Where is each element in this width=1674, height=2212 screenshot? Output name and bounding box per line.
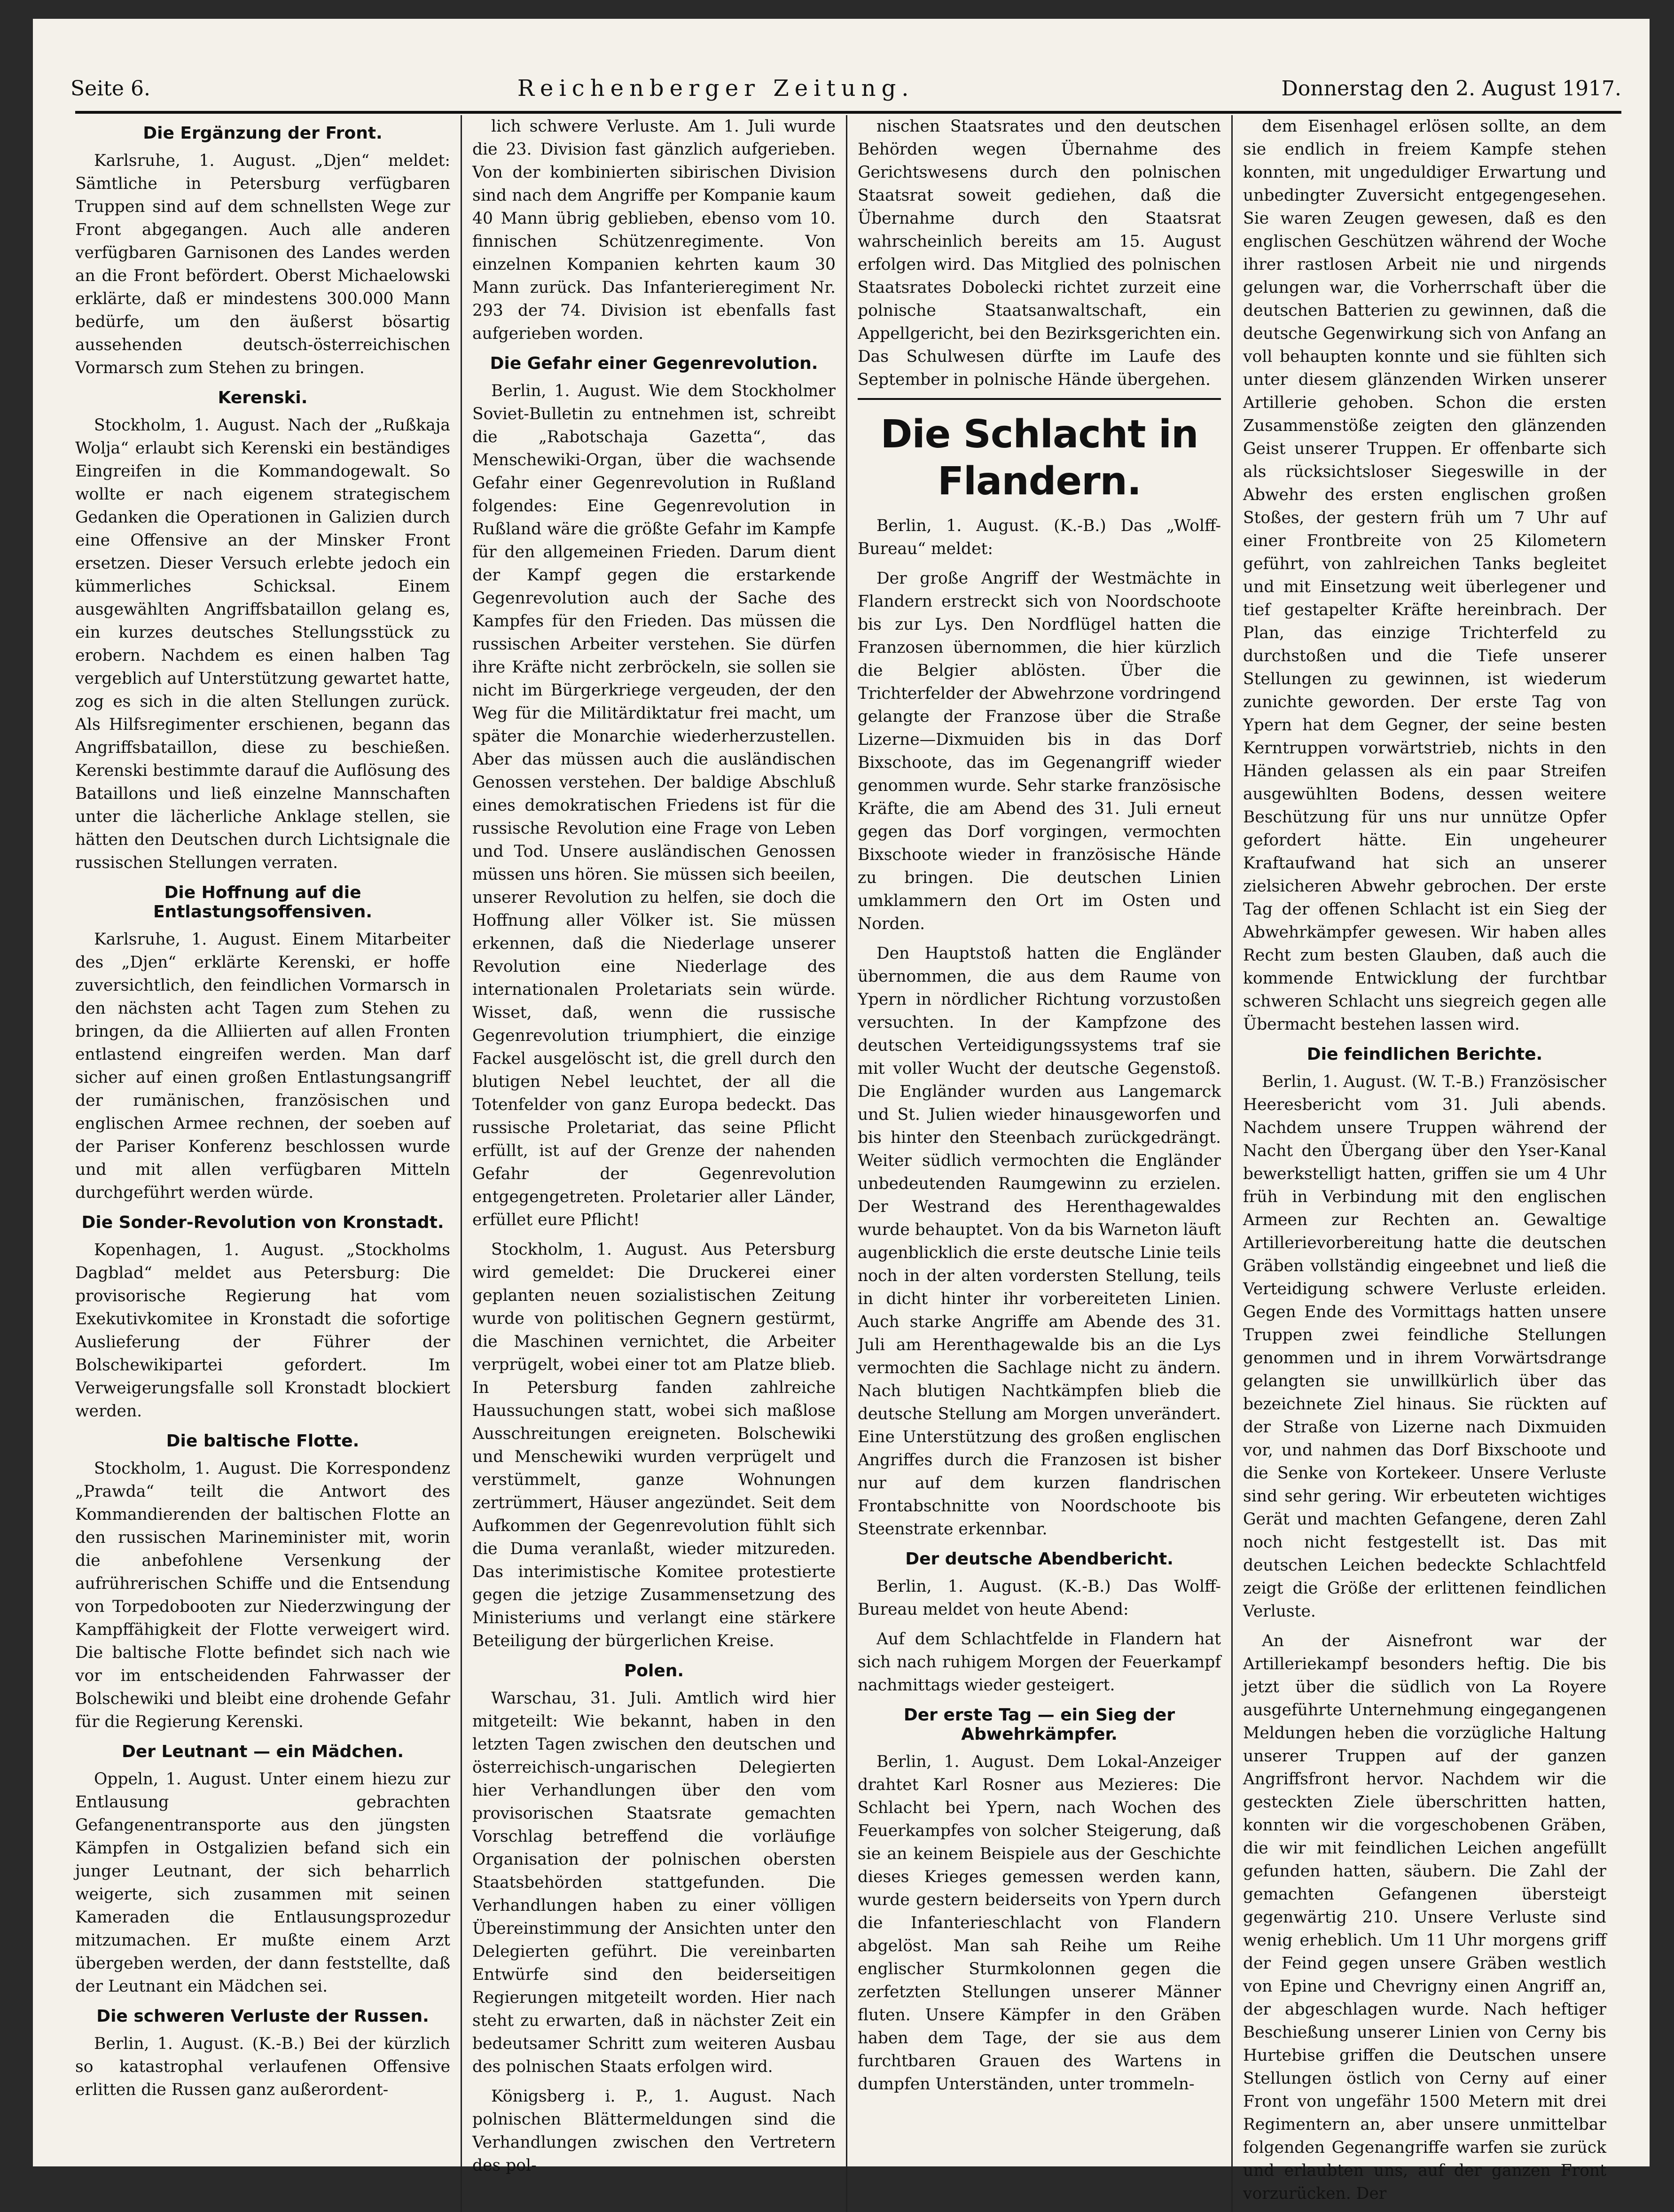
- article-paragraph: Stockholm, 1. August. Nach der „Rußkaja Wolja“ erlaubt sich Kerenski ein beständiges Eingreifen in die Kommandogewalt. So wollte er nach eigenem strategischem Gedanken die Operationen in Galizien durch eine Offensive an der Minsker Front ersetzen. Dieser Versuch erlebte jedoch ein kümmerliches Schicksal. Einem ausgewählten Angriffsbataillon gelang es, ein kurzes deutsches Stellungsstück zu erobern. Nachdem es einen halben Tag vergeblich auf Unterstützung gewartet hatte, zog es sich in die alten Stellungen zurück. Als Hilfsregimenter erschienen, begann das Angriffsbataillon, diese zu beschießen. Kerenski bestimmte darauf die Auflösung des Bataillons und ließ einzelne Mannschaften unter die lächerliche Anklage stellen, sie hätten den Deutschen durch Lichtsignale die russischen Stellungen verraten.: [75, 416, 450, 872]
- article-paragraph: Stockholm, 1. August. Die Korrespondenz „Prawda“ teilt die Antwort des Kommandierenden der baltischen Flotte an den russischen Marineminister mit, worin die anbefohlene Versenkung der aufrührerischen Schiffe und die Entsendung von Torpedobooten zur Niederzwingung der Kampffähigkeit der Flotte verweigert wird. Die baltische Flotte befindet sich nach wie vor im entscheidenden Fahrwasser der Bolschewiki und bleibt eine drohende Gefahr für die Regierung Kerenski.: [75, 1459, 450, 1731]
- article-paragraph: Karlsruhe, 1. August. Einem Mitarbeiter des „Djen“ erklärte Kerenski, er hoffe zuversichtlich, den feindlichen Vormarsch in den nächsten acht Tagen zum Stehen zu bringen, da die Alliierten auf allen Fronten entlastend eingreifen werden. Man darf sicher auf einen großen Entlastungsangriff der rumänischen, französischen und englischen Armee rechnen, der soeben auf der Pariser Konferenz beschlossen wurde und mit allen verfügbaren Mitteln durchgeführt werden würde.: [75, 930, 450, 1202]
- article-paragraph: Den Hauptstoß hatten die Engländer übernommen, die aus dem Raume von Ypern in nördlicher Richtung vorzustoßen versuchten. In der Kampfzone des deutschen Verteidigungssystems traf sie mit voller Wucht der deutsche Gegenstoß. Die Engländer wurden aus Langemarck und St. Julien wieder hinausgeworfen und bis hinter den Steenbach zurückgedrängt. Weiter südlich vermochten die Engländer unbedeutenden Raumgewinn zu erzielen. Der Westrand des Herenthagewaldes wurde behauptet. Von da bis Warneton läuft augenblicklich die erste deutsche Linie teils noch in der alten vordersten Stellung, teils in dicht hinter ihr vorbereiteten Linien. Auch starke Angriffe am Abende des 31. Juli am Herenthagewalde bis an die Lys vermochten die Sachlage nicht zu ändern. Nach blutigen Nachtkämpfen blieb die deutsche Stellung am Morgen unverändert. Eine Unterstützung des großen englischen Angriffes durch die Franzosen ist bisher nur auf dem kurzen flandrischen Frontabschnitte von Noordschoote bis Steenstrate erkennbar.: [858, 944, 1221, 1539]
- article-paragraph: Kopenhagen, 1. August. „Stockholms Dagblad“ meldet aus Petersburg: Die provisorische Regierung hat vom Exekutivkomitee in Kronstadt die sofortige Auslieferung der Führer der Bolschewikipartei gefordert. Im Verweigerungsfalle soll Kronstadt blockiert werden.: [75, 1241, 450, 1421]
- headline: Der Leutnant — ein Mädchen.: [121, 1742, 404, 1761]
- article-paragraph: An der Aisnefront war der Artilleriekampf besonders heftig. Die bis jetzt über die südlich von La Royere ausgeführte Unternehmung eingegangenen Meldungen heben die vorzügliche Haltung unserer Truppen auf der ganzen Angriffsfront hervor. Nachdem wir die gesteckten Ziele überschritten hatten, konnten wir die vorgeschobenen Gräben, die wir mit feindlichen Leichen angefüllt gefunden hatten, säubern. Die Zahl der gemachten Gefangenen übersteigt gegenwärtig 210. Unsere Verluste sind wenig erheblich. Um 11 Uhr morgens griff der Feind gegen unsere Gräben westlich von Epine und Chevrigny einen Angriff an, der abgeschlagen wurde. Nach heftiger Beschießung unserer Linien von Cerny bis Hurtebise griffen die Deutschen unsere Stellungen östlich von Cerny auf einer Front von ungefähr 1500 Metern mit drei Regimentern an, aber unsere unmittelbar folgenden Gegenangriffe warfen sie zurück und erlaubten uns, auf der ganzen Front vorzurücken. Der: [1243, 1632, 1606, 2203]
- article-paragraph: Berlin, 1. August. (K.-B.) Das „Wolff-Bureau“ meldet:: [858, 516, 1221, 558]
- article-paragraph: Berlin, 1. August. (W. T.-B.) Französischer Heeresbericht vom 31. Juli abends. Nachdem unsere Truppen während der Nacht den Übergang über den Yser-Kanal bewerkstelligt hatten, griffen sie um 4 Uhr früh in Verbindung mit den englischen Armeen zur Rechten an. Gewaltige Artillerievorbereitung hatte die deutschen Gräben vollständig eingeebnet und ließ die Verteidigung schwere Verluste erleiden. Gegen Ende des Vormittags hatten unsere Truppen zwei feindliche Stellungen genommen und in ihrem Vorwärtsdrange gelangten sie unwillkürlich über das bezeichnete Ziel hinaus. Sie rückten auf der Straße von Lizerne nach Dixmuiden vor, und nahmen das Dorf Bixschoote und die Senke von Kortekeer. Unsere Verluste sind sehr gering. Wir erbeuteten wichtiges Gerät und machten Gefangene, deren Zahl noch nicht festgestellt ist. Das mit deutschen Leichen bedeckte Schlachtfeld zeigt die Größe der erlittenen feindlichen Verluste.: [1243, 1072, 1606, 1621]
- header-rule: [75, 111, 1621, 114]
- column-2: [461, 115, 846, 2212]
- article-paragraph: Königsberg i. P., 1. August. Nach polnischen Blättermeldungen sind die Verhandlungen zwischen den Vertretern des pol-: [472, 2087, 836, 2175]
- column-3: [846, 115, 1231, 2212]
- issue-date: Donnerstag den 2. August 1917.: [1281, 76, 1621, 101]
- headline: Die Hoffnung auf die Entlastungsoffensiven.: [153, 883, 373, 922]
- column-1: [75, 115, 461, 2212]
- headline: Der erste Tag — ein Sieg der Abwehrkämpfer.: [903, 1705, 1175, 1744]
- article-paragraph: Auf dem Schlachtfelde in Flandern hat sich nach ruhigem Morgen der Feuerkampf nachmittags wieder gesteigert.: [858, 1630, 1221, 1695]
- headline: Die schweren Verluste der Russen.: [96, 2007, 429, 2026]
- article-paragraph: Oppeln, 1. August. Unter einem hiezu zur Entlausung gebrachten Gefangenentransporte aus den jüngsten Kämpfen in Ostgalizien befand sich ein junger Leutnant, der sich beharrlich weigerte, sich zusammen mit seinen Kameraden die Entlausungsprozedur mitzumachen. Er mußte einem Arzt übergeben werden, der dann feststellte, daß der Leutnant ein Mädchen sei.: [75, 1770, 450, 1996]
- newspaper-page: [33, 19, 1650, 2203]
- running-head: [70, 70, 1621, 107]
- article-paragraph: Warschau, 31. Juli. Amtlich wird hier mitgeteilt: Wie bekannt, haben in den letzten Tagen zwischen den deutschen und österreichisch-ungarischen Delegierten hier Verhandlungen über den vom provisorischen Staatsrate gemachten Vorschlag betreffend die vorläufige Organisation der polnischen obersten Staatsbehörden stattgefunden. Die Verhandlungen haben zu einer völligen Übereinstimmung der Ansichten unter den Delegierten geführt. Die vereinbarten Entwürfe sind den beiderseitigen Regierungen mitgeteilt worden. Hier nach steht zu erwarten, daß in nächster Zeit ein bedeutsamer Schritt zum weiteren Ausbau des polnischen Staats erfolgen wird.: [472, 1689, 836, 2076]
- headline: Die Gefahr einer Gegenrevolution.: [490, 354, 818, 373]
- headline: Die Sonder-Revolution von Kronstadt.: [81, 1213, 444, 1232]
- article-paragraph: Stockholm, 1. August. Aus Petersburg wird gemeldet: Die Druckerei einer geplanten neuen sozialistischen Zeitung wurde von politischen Gegnern gestürmt, die Maschinen vernichtet, die Arbeiter verprügelt, wobei einer tot am Platze blieb. In Petersburg fanden zahlreiche Haussuchungen statt, wobei sich maßlose Ausschreitungen ereigneten. Bolschewiki und Menschewiki wurden verprügelt und verstümmelt, ganze Wohnungen zertrümmert, Häuser angezündet. Seit dem Aufkommen der Gegenrevolution fühlt sich die Duma veranlaßt, wieder mitzureden. Das interimistische Komitee protestierte gegen die jetzige Zusammensetzung des Ministeriums und verlangt eine stärkere Beteiligung der bürgerlichen Kreise.: [472, 1240, 836, 1650]
- headline: Die Ergänzung der Front.: [143, 124, 383, 143]
- page-number: Seite 6.: [70, 76, 150, 101]
- columns: [75, 115, 1617, 2203]
- headline: Kerenski.: [218, 388, 308, 407]
- article-paragraph: Berlin, 1. August. (K.-B.) Das Wolff-Bureau meldet von heute Abend:: [858, 1577, 1221, 1619]
- article-paragraph: Berlin, 1. August. Wie dem Stockholmer Soviet-Bulletin zu entnehmen ist, schreibt die „Rabotschaja Gazetta“, das Menschewiki-Organ, über die wachsende Gefahr einer Gegenrevolution in Rußland folgendes: Eine Gegenrevolution in Rußland wäre die größte Gefahr im Kampfe für den allgemeinen Frieden. Darum dient der Kampf gegen die erstarkende Gegenrevolution auch der Sache des Kampfes für den Frieden. Das müssen die russischen Arbeiter verstehen. Sie dürfen ihre Kräfte nicht zerbröckeln, sie sollen sie nicht im Bürgerkriege vergeuden, der den Weg für die Militärdiktatur frei macht, um später die Monarchie wiederherzustellen. Aber das müssen auch die ausländischen Genossen verstehen. Der baldige Abschluß eines demokratischen Friedens ist für die russische Revolution eine Frage von Leben und Tod. Unsere ausländischen Genossen müssen uns hören. Sie müssen sich beeilen, unserer Revolution zu helfen, sie doch die Hoffnung aller Völker ist. Sie müssen erkennen, daß die Niederlage unserer Revolution eine Niederlage des internationalen Proletariats sein würde. Wisset, daß, wenn die russische Gegenrevolution triumphiert, die einzige Fackel ausgelöscht ist, die grell durch den blutigen Nebel leuchtet, der all die Totenfelder von ganz Europa bedeckt. Das russische Proletariat, das seine Pflicht erfüllt, ist auf der Grenze der nahenden Gefahr der Gegenrevolution entgegengetreten. Proletarier aller Länder, erfüllet eure Pflicht!: [472, 382, 836, 1229]
- headline: Der deutsche Abendbericht.: [905, 1549, 1173, 1569]
- article-paragraph: Karlsruhe, 1. August. „Djen“ meldet: Sämtliche in Petersburg verfügbaren Truppen sind auf dem schnellsten Wege zur Front abgegangen. Auch alle anderen verfügbaren Garnisonen des Landes werden an die Front befördert. Oberst Michaelowski erklärte, daß er mindestens 300.000 Mann bedürfe, um den äußerst bösartig aussehenden deutsch-österreichischen Vormarsch zum Stehen zu bringen.: [75, 151, 450, 377]
- article-paragraph: Berlin, 1. August. (K.-B.) Bei der kürzlich so katastrophal verlaufenen Offensive erlitten die Russen ganz außerordent-: [75, 2034, 450, 2099]
- section-rule: [858, 398, 1221, 400]
- article-paragraph: nischen Staatsrates und den deutschen Behörden wegen Übernahme des Gerichtswesens durch den polnischen Staatsrat soweit gediehen, daß die Übernahme durch den Staatsrat wahrscheinlich bereits am 15. August erfolgen wird. Das Mitglied des polnischen Staatsrates Dobolecki richtet zurzeit eine polnische Staatsanwaltschaft, ein Appellgericht, bei den Bezirksgerichten ein. Das Schulwesen dürfte im Laufe des September in polnische Hände übergehen.: [858, 117, 1221, 389]
- article-paragraph: Der große Angriff der Westmächte in Flandern erstreckt sich von Noordschoote bis zur Lys. Den Nordflügel hatten die Franzosen übernommen, die hier kürzlich die Belgier ablösten. Über die Trichterfelder der Abwehrzone vordringend gelangte der Franzose über die Straße Lizerne—Dixmuiden bis in das Dorf Bixschoote, das im Gegenangriff wieder genommen wurde. Sehr starke französische Kräfte, die am Abend des 31. Juli erneut gegen das Dorf vorgingen, vermochten Bixschoote wieder in französische Hände zu bringen. Die deutschen Linien umklammern den Ort im Osten und Norden.: [858, 569, 1221, 933]
- column-4: [1231, 115, 1617, 2212]
- article-paragraph: Berlin, 1. August. Dem Lokal-Anzeiger drahtet Karl Rosner aus Mezieres: Die Schlacht bei Ypern, nach Wochen des Feuerkampfes von solcher Steigerung, daß sie an keinem Beispiele aus der Geschichte dieses Krieges gemessen werden kann, wurde gestern beiderseits von Ypern durch die Infanterieschlacht von Flandern abgelöst. Man sah Reihe um Reihe englischer Sturmkolonnen gegen die zerfetzten Stellungen unserer Männer fluten. Unsere Kämpfer in den Gräben haben dem Tage, der sie aus dem furchtbaren Grauen des Wartens in dumpfen Unterständen, unter trommeln-: [858, 1752, 1221, 2094]
- headline: Polen.: [624, 1661, 684, 1680]
- headline: Die baltische Flotte.: [166, 1431, 360, 1451]
- newspaper-name: Reichenberger Zeitung.: [517, 75, 915, 102]
- article-paragraph: lich schwere Verluste. Am 1. Juli wurde die 23. Division fast gänzlich aufgerieben. Von der kombinierten sibirischen Division sind nach dem Angriffe per Kompanie kaum 40 Mann übrig geblieben, ebenso vom 10. finnischen Schützenregimente. Von einzelnen Kompanien kehrten kaum 30 Mann zurück. Das Infanterieregiment Nr. 293 der 74. Division ist ebenfalls fast aufgerieben worden.: [472, 117, 836, 343]
- article-paragraph: dem Eisenhagel erlösen sollte, an dem sie endlich in freiem Kampfe stehen konnten, mit ungeduldiger Erwartung und unbedingter Zuversicht entgegengesehen. Sie waren Zeugen gewesen, daß es den englischen Geschützen während der Woche ihrer rastlosen Arbeit nie und nirgends gelungen war, die Vorherrschaft über die deutschen Batterien zu gewinnen, daß die deutsche Gegenwirkung sich von Anfang an voll behaupten konnte und sie fühlten sich unter diesem glänzenden Wirken unserer Artillerie gehoben. Schon die ersten Zusammenstöße zeigten den glänzenden Geist unserer Truppen. Er offenbarte sich als rücksichtsloser Siegeswille in der Abwehr des ersten englischen großen Stoßes, der gestern früh um 7 Uhr auf einer Frontbreite von 25 Kilometern geführt, von zahlreichen Tanks begleitet und mit Einsetzung weit überlegener und tief gestapelter Kräfte hereinbrach. Der Plan, das einzige Trichterfeld zu durchstoßen und die Tiefe unserer Stellungen zu gewinnen, ist wiederum zunichte geworden. Der erste Tag von Ypern hat dem Gegner, der seine besten Kerntruppen vorwärtstrieb, nichts in den Händen gelassen als ein paar Streifen ausgewühlten Bodens, dessen weitere Beschützung für uns nur unnütze Opfer gefordert hätte. Ein ungeheurer Kraftaufwand hat sich an unserer zielsicheren Abwehr gebrochen. Der erste Tag der offenen Schlacht ist ein Sieg der Abwehrkämpfer gewesen. Wir haben alles Recht zum besten Glauben, daß auch die kommende Entwicklung der furchtbar schweren Schlacht uns siegreich gegen alle Übermacht bestehen lassen wird.: [1243, 117, 1606, 1034]
- main-headline: Die Schlacht in Flandern.: [880, 412, 1198, 504]
- headline: Die feindlichen Berichte.: [1306, 1045, 1543, 1064]
